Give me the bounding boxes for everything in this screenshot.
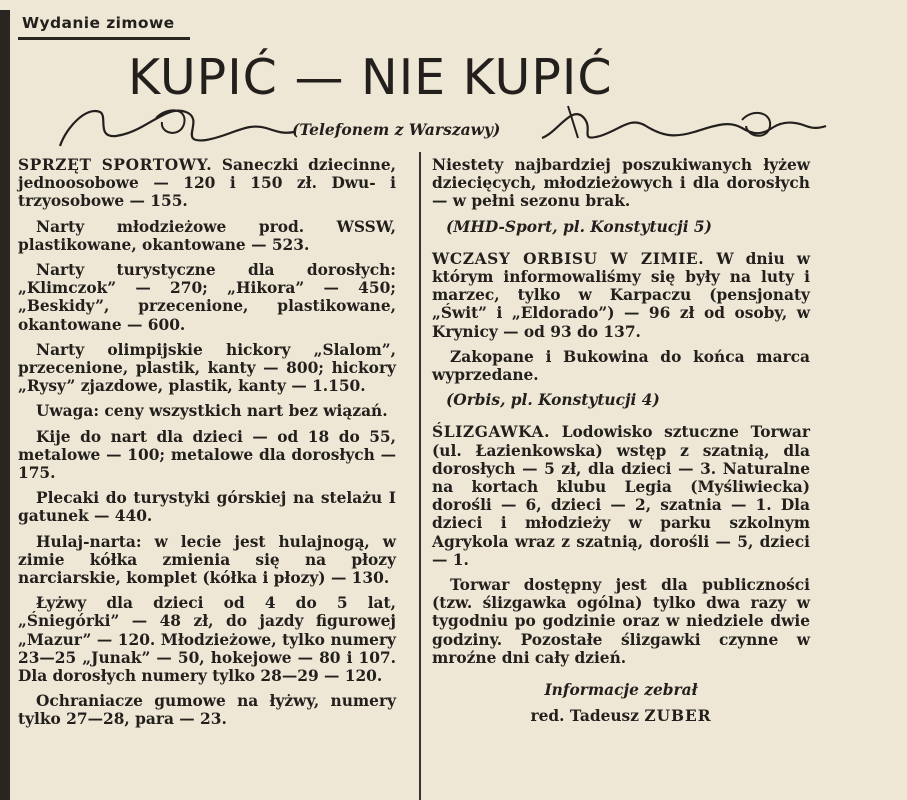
paragraph-text: dla dzieci od 4 do 5 lat, „Śniegórki” — 48 zł, do jazdy figurowej „Mazur” — 120. Młodzieżowe, tylko numery 23—25 „Junak” — 50, hokejowe — 80 i 107. Dla dorosłych numery tylko 28—29 — 120. (18, 594, 396, 686)
paragraph (18, 402, 396, 420)
section-heading: WCZASY ORBISU W ZIMIE. (432, 249, 705, 268)
item-heading: Łyżwy (36, 594, 87, 613)
article-title: KUPIĆ — NIE KUPIĆ (128, 49, 613, 106)
paragraph: Torwar dostępny jest dla publiczności (tzw. ślizgawka ogólna) tylko dwa razy w tygodniu po godzinie oraz w niedziele dwie godziny. Pozostałe ślizgawki czynne w mroźne dni cały dzień. (432, 576, 810, 667)
item-heading: Kije (36, 427, 71, 446)
paragraph-text: wiązań. (323, 402, 388, 421)
column-divider (419, 152, 421, 800)
paragraph (18, 594, 396, 685)
item-heading: Hulaj-narta: (36, 532, 142, 551)
left-margin-bar (0, 10, 10, 800)
paragraph-text: Lodowisko sztuczne Torwar (ul. Łazienkowska) wstęp z szatnią, dla dorosłych — 5 zł, dla dzieci — 3. Naturalne na kortach klubu Legia (Myśliwiecka) dorośli — 6, dzieci — 2, szatnia — 1. Dla dzieci i młodzieży w parku szkolnym Agrykola wraz z szatnią, dorośli — 5, dzieci — 1. (432, 423, 810, 569)
left-column (18, 156, 396, 736)
section-heading: SPRZĘT SPORTOWY. (18, 156, 213, 174)
paragraph-text: w lecie jest hulajnogą, w zimie kółka zmienia się na płozy narciarskie, komplet (kółka i płozy) — 130. (18, 532, 397, 588)
section-heading: ŚLIZGAWKA. (432, 423, 551, 442)
paragraph-text: do nart dla dzieci — od 18 do 55, metalowe — 100; metalowe dla dorosłych — 175. (18, 427, 396, 483)
article-subtitle: (Telefonem z Warszawy) (292, 120, 501, 139)
paragraph-text: W dniu w którym informowaliśmy się były na luty i marzec, tylko w Karpaczu (pensjonaty „Świt” i „Eldorado”) — 96 zł od osoby, w Krynicy — od 93 do 137. (432, 249, 810, 341)
paragraph (18, 533, 396, 588)
paragraph-text: Uwaga: ceny wszystkich nart (36, 402, 284, 421)
author-signature (432, 707, 810, 725)
edition-label: Wydanie zimowe (22, 14, 175, 32)
edition-underline (18, 37, 190, 40)
author-prefix: red. Tadeusz (530, 707, 639, 726)
item-heading: Plecaki (36, 489, 100, 508)
paragraph-text: Saneczki dziecinne, jednoosobowe — 120 i 150 zł. Dwu- i trzyosobowe — 155. (18, 156, 397, 211)
paragraph (18, 489, 396, 525)
item-heading: Ochraniacze (36, 692, 143, 711)
right-squiggle-icon (538, 98, 828, 158)
paragraph (18, 428, 396, 483)
paragraph-text: do turystyki górskiej na stelażu I gatunek — 440. (18, 489, 397, 526)
paragraph-text: gumowe na łyżwy, numery tylko 27—28, para — 23. (18, 692, 397, 729)
paragraph (18, 156, 396, 211)
paragraph: Narty turystyczne dla dorosłych: „Klimczok” — 270; „Hikora” — 450; „Beskidy”, przecenione, plastikowane, okantowane — 600. (18, 261, 396, 334)
emphasis: bez (288, 402, 318, 421)
paragraph (432, 423, 810, 569)
paragraph: Zakopane i Bukowina do końca marca wyprzedane. (432, 347, 810, 385)
left-squiggle-icon (56, 98, 296, 158)
source-note: (Orbis, pl. Konstytucji 4) (446, 391, 660, 410)
source-note: (MHD-Sport, pl. Konstytucji 5) (446, 217, 712, 236)
paragraph: Niestety najbardziej poszukiwanych łyżew dziecięcych, młodzieżowych i dla dorosłych — w pełni sezonu brak. (432, 156, 810, 211)
signature-line: Informacje zebrał (544, 681, 698, 700)
paragraph (18, 692, 396, 728)
paragraph: Narty młodzieżowe prod. WSSW, plastikowane, okantowane — 523. (18, 217, 396, 254)
paragraph (432, 250, 810, 341)
paragraph: Narty olimpijskie hickory „Slalom”, przecenione, plastik, kanty — 800; hickory „Rysy” zjazdowe, plastik, kanty — 1.150. (18, 340, 396, 396)
author-surname: ZUBER (644, 707, 712, 726)
right-column (432, 156, 810, 732)
